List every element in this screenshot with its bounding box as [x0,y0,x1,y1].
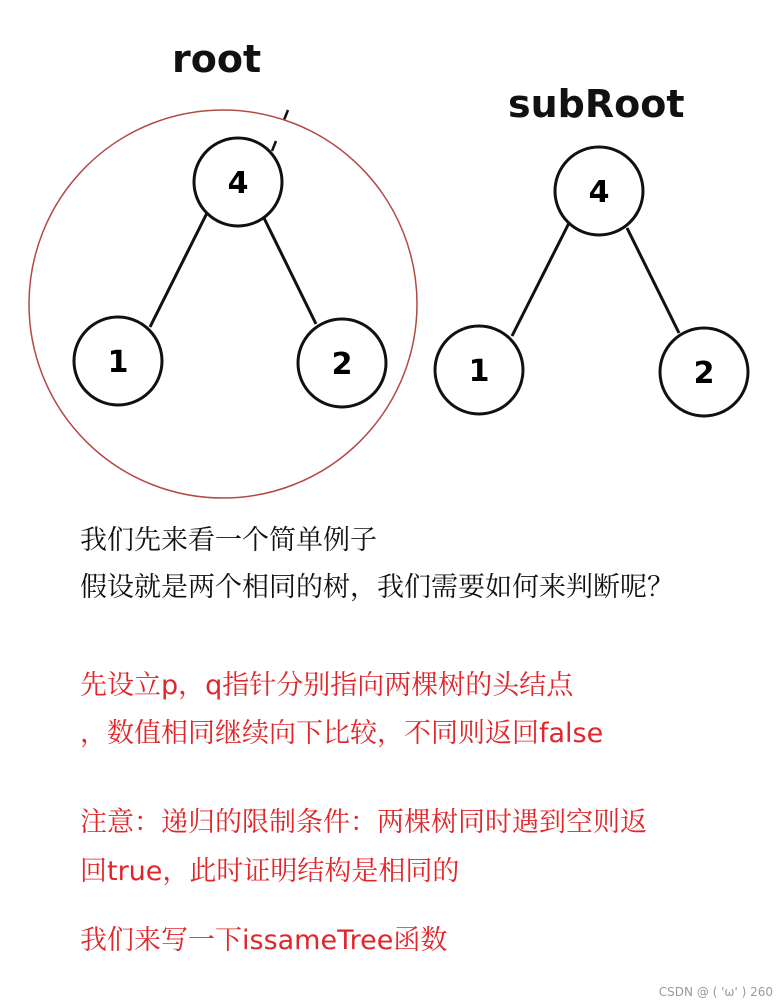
tree-edge [264,218,316,324]
function-line: 我们来写一下issameTree函数 [80,925,448,956]
node-label: 4 [588,175,610,210]
root-node-4 [194,138,282,226]
tree-edge [512,223,569,336]
node-label: 1 [468,354,490,389]
node-label: 4 [227,166,249,201]
note-line-1: 注意：递归的限制条件：两棵树同时遇到空则返 [80,807,647,838]
stray-mark [284,110,288,120]
csdn-watermark: CSDN @ ( 'ω' ) 260 [658,985,773,999]
subroot-node-2 [660,328,748,416]
root-node-1 [74,317,162,405]
node-label: 1 [107,345,129,380]
node-label: 2 [693,356,715,391]
tree-edge [627,228,679,333]
stray-mark [272,141,276,151]
root-title: root [172,37,262,81]
subroot-node-1 [435,326,523,414]
tree-edge [150,213,207,327]
node-label: 2 [331,347,353,382]
note-line-2: 回true，此时证明结构是相同的 [80,856,460,887]
explain-line-1: 先设立p，q指针分别指向两棵树的头结点 [80,670,574,701]
subroot-node-4 [555,147,643,235]
intro-line: 我们先来看一个简单例子 [80,525,377,556]
root-node-2 [298,319,386,407]
question-line: 假设就是两个相同的树，我们需要如何来判断呢？ [80,572,674,603]
subroot-title: subRoot [508,82,685,126]
explain-line-2: ，数值相同继续向下比较，不同则返回false [80,718,604,749]
